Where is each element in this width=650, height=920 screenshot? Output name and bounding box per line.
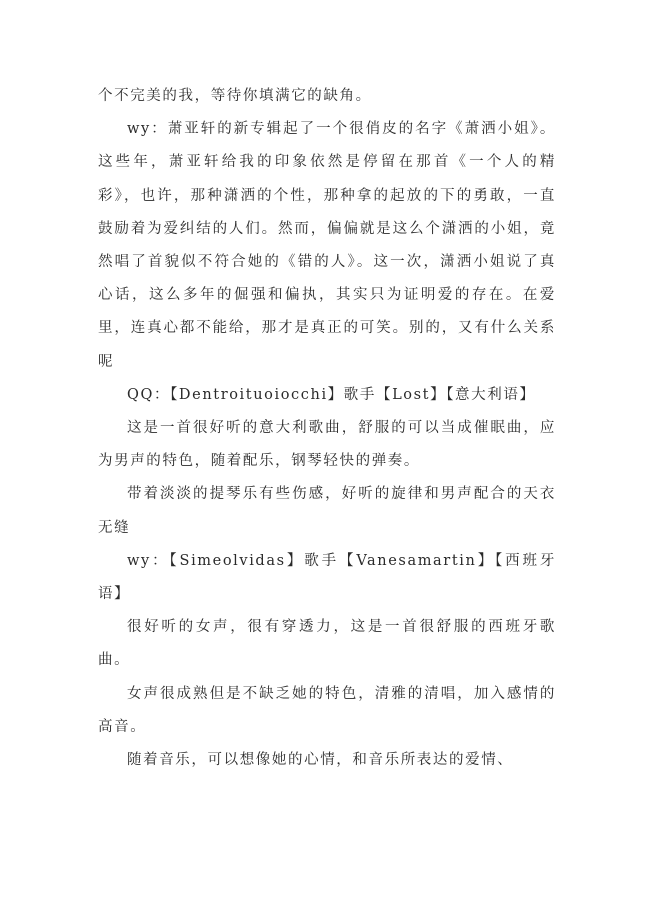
- paragraph-continuation: 个不完美的我，等待你填满它的缺角。: [98, 88, 372, 104]
- paragraph-female-voice: 很好听的女声，很有穿透力，这是一首很舒服的西班牙歌曲。: [98, 619, 556, 669]
- paragraph-italian-song: 这是一首很好听的意大利歌曲，舒服的可以当成催眠曲，应为男声的特色，随着配乐，钢琴轻快的弹奏。: [98, 420, 556, 470]
- paragraph-music-mood: 随着音乐，可以想像她的心情，和音乐所表达的爱情、: [127, 752, 514, 769]
- document-body: [98, 80, 556, 777]
- paragraph-wy-song: wy：【Simeolvidas】歌手【Vanesamartin】【西班牙语】: [98, 552, 556, 603]
- paragraph-wy-review: wy：萧亚轩的新专辑起了一个很俏皮的名字《萧洒小姐》。这些年，萧亚轩给我的印象依然是停留在那首《一个人的精彩》，也许，那种潇洒的个性，那种拿的起放的下的勇敢，一直鼓励着为爱纠结的人们。然而，偏偏就是这么个潇洒的小姐，竟然唱了首貌似不符合她的《错的人》。这一次，潇洒小姐说了真心话，这么多年的倔强和偏执，其实只为证明爱的存在。在爱里，连真心都不能给，那才是真正的可笑。别的，又有什么关系呢: [98, 121, 556, 370]
- paragraph-violin: 带着淡淡的提琴乐有些伤感，好听的旋律和男声配合的天衣无缝: [98, 486, 556, 536]
- paragraph-mature-voice: 女声很成熟但是不缺乏她的特色，清雅的清唱，加入感情的高音。: [98, 685, 556, 735]
- paragraph-qq-song: QQ：【Dentroituoiocchi】歌手【Lost】【意大利语】: [127, 386, 536, 403]
